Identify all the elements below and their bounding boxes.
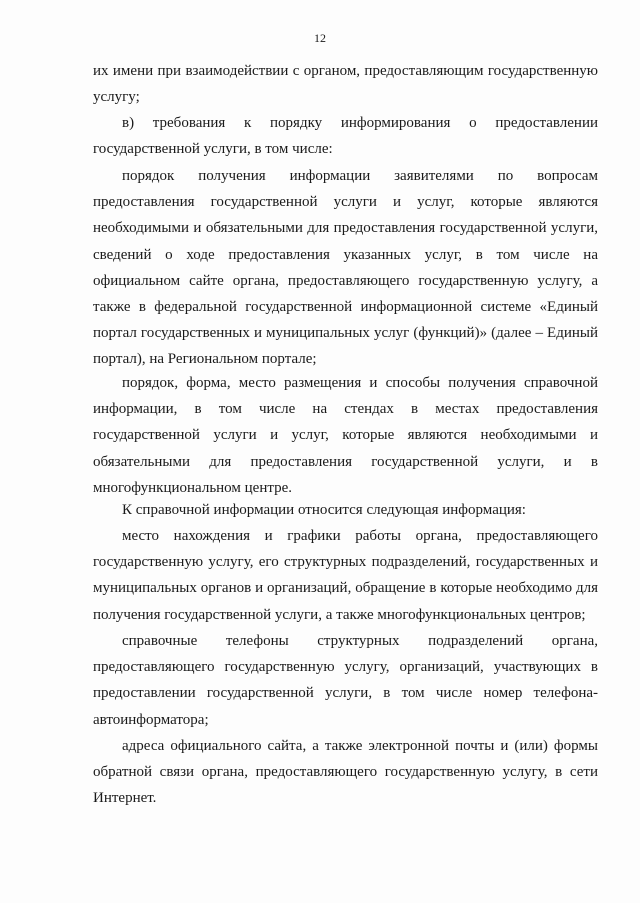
paragraph-website-and-email: адреса официального сайта, а также электронной почты и (или) формы обратной связи органа, предоставляющего государственную услугу, в сети Интернет.	[93, 738, 598, 807]
paragraph-procedure-obtaining-info: порядок получения информации заявителями по вопросам предоставления государственной услуги и услуг, которые являются необходимыми и обязательными для предоставления государственной услуги, сведений о ходе предоставления указанных услуг, в том числе на официальном сайте органа, предоставляющего государственную услугу, а также в федеральной государственной информационной системе «Единый портал государственных и муниципальных услуг (функций)» (далее – Единый портал), на Региональном портале;	[93, 168, 598, 368]
paragraph-reference-info-intro: К справочной информации относится следующая информация:	[122, 502, 526, 518]
page-number: 12	[314, 31, 326, 45]
paragraph-location-and-schedule: место нахождения и графики работы органа, предоставляющего государственную услугу, его структурных подразделений, государственных и муниципальных органов и организаций, обращение в которые необходимо для получения государственной услуги, а также многофункциональных центров;	[93, 528, 598, 623]
paragraph-reference-info-placement: порядок, форма, место размещения и способы получения справочной информации, в том числе на стендах в местах предоставления государственной услуги и услуг, которые являются необходимыми и обязательными для предоставления государственной услуги, и в многофункциональном центре.	[93, 375, 598, 496]
paragraph-reference-phones: справочные телефоны структурных подразделений органа, предоставляющего государственную услугу, организаций, участвующих в предоставлении государственной услуги, в том числе номер телефона-автоинформатора;	[93, 633, 598, 728]
paragraph-requirements-item-v: в) требования к порядку информирования о предоставлении государственной услуги, в том числе:	[93, 115, 598, 158]
paragraph-continuation: их имени при взаимодействии с органом, предоставляющим государственную услугу;	[93, 63, 598, 106]
